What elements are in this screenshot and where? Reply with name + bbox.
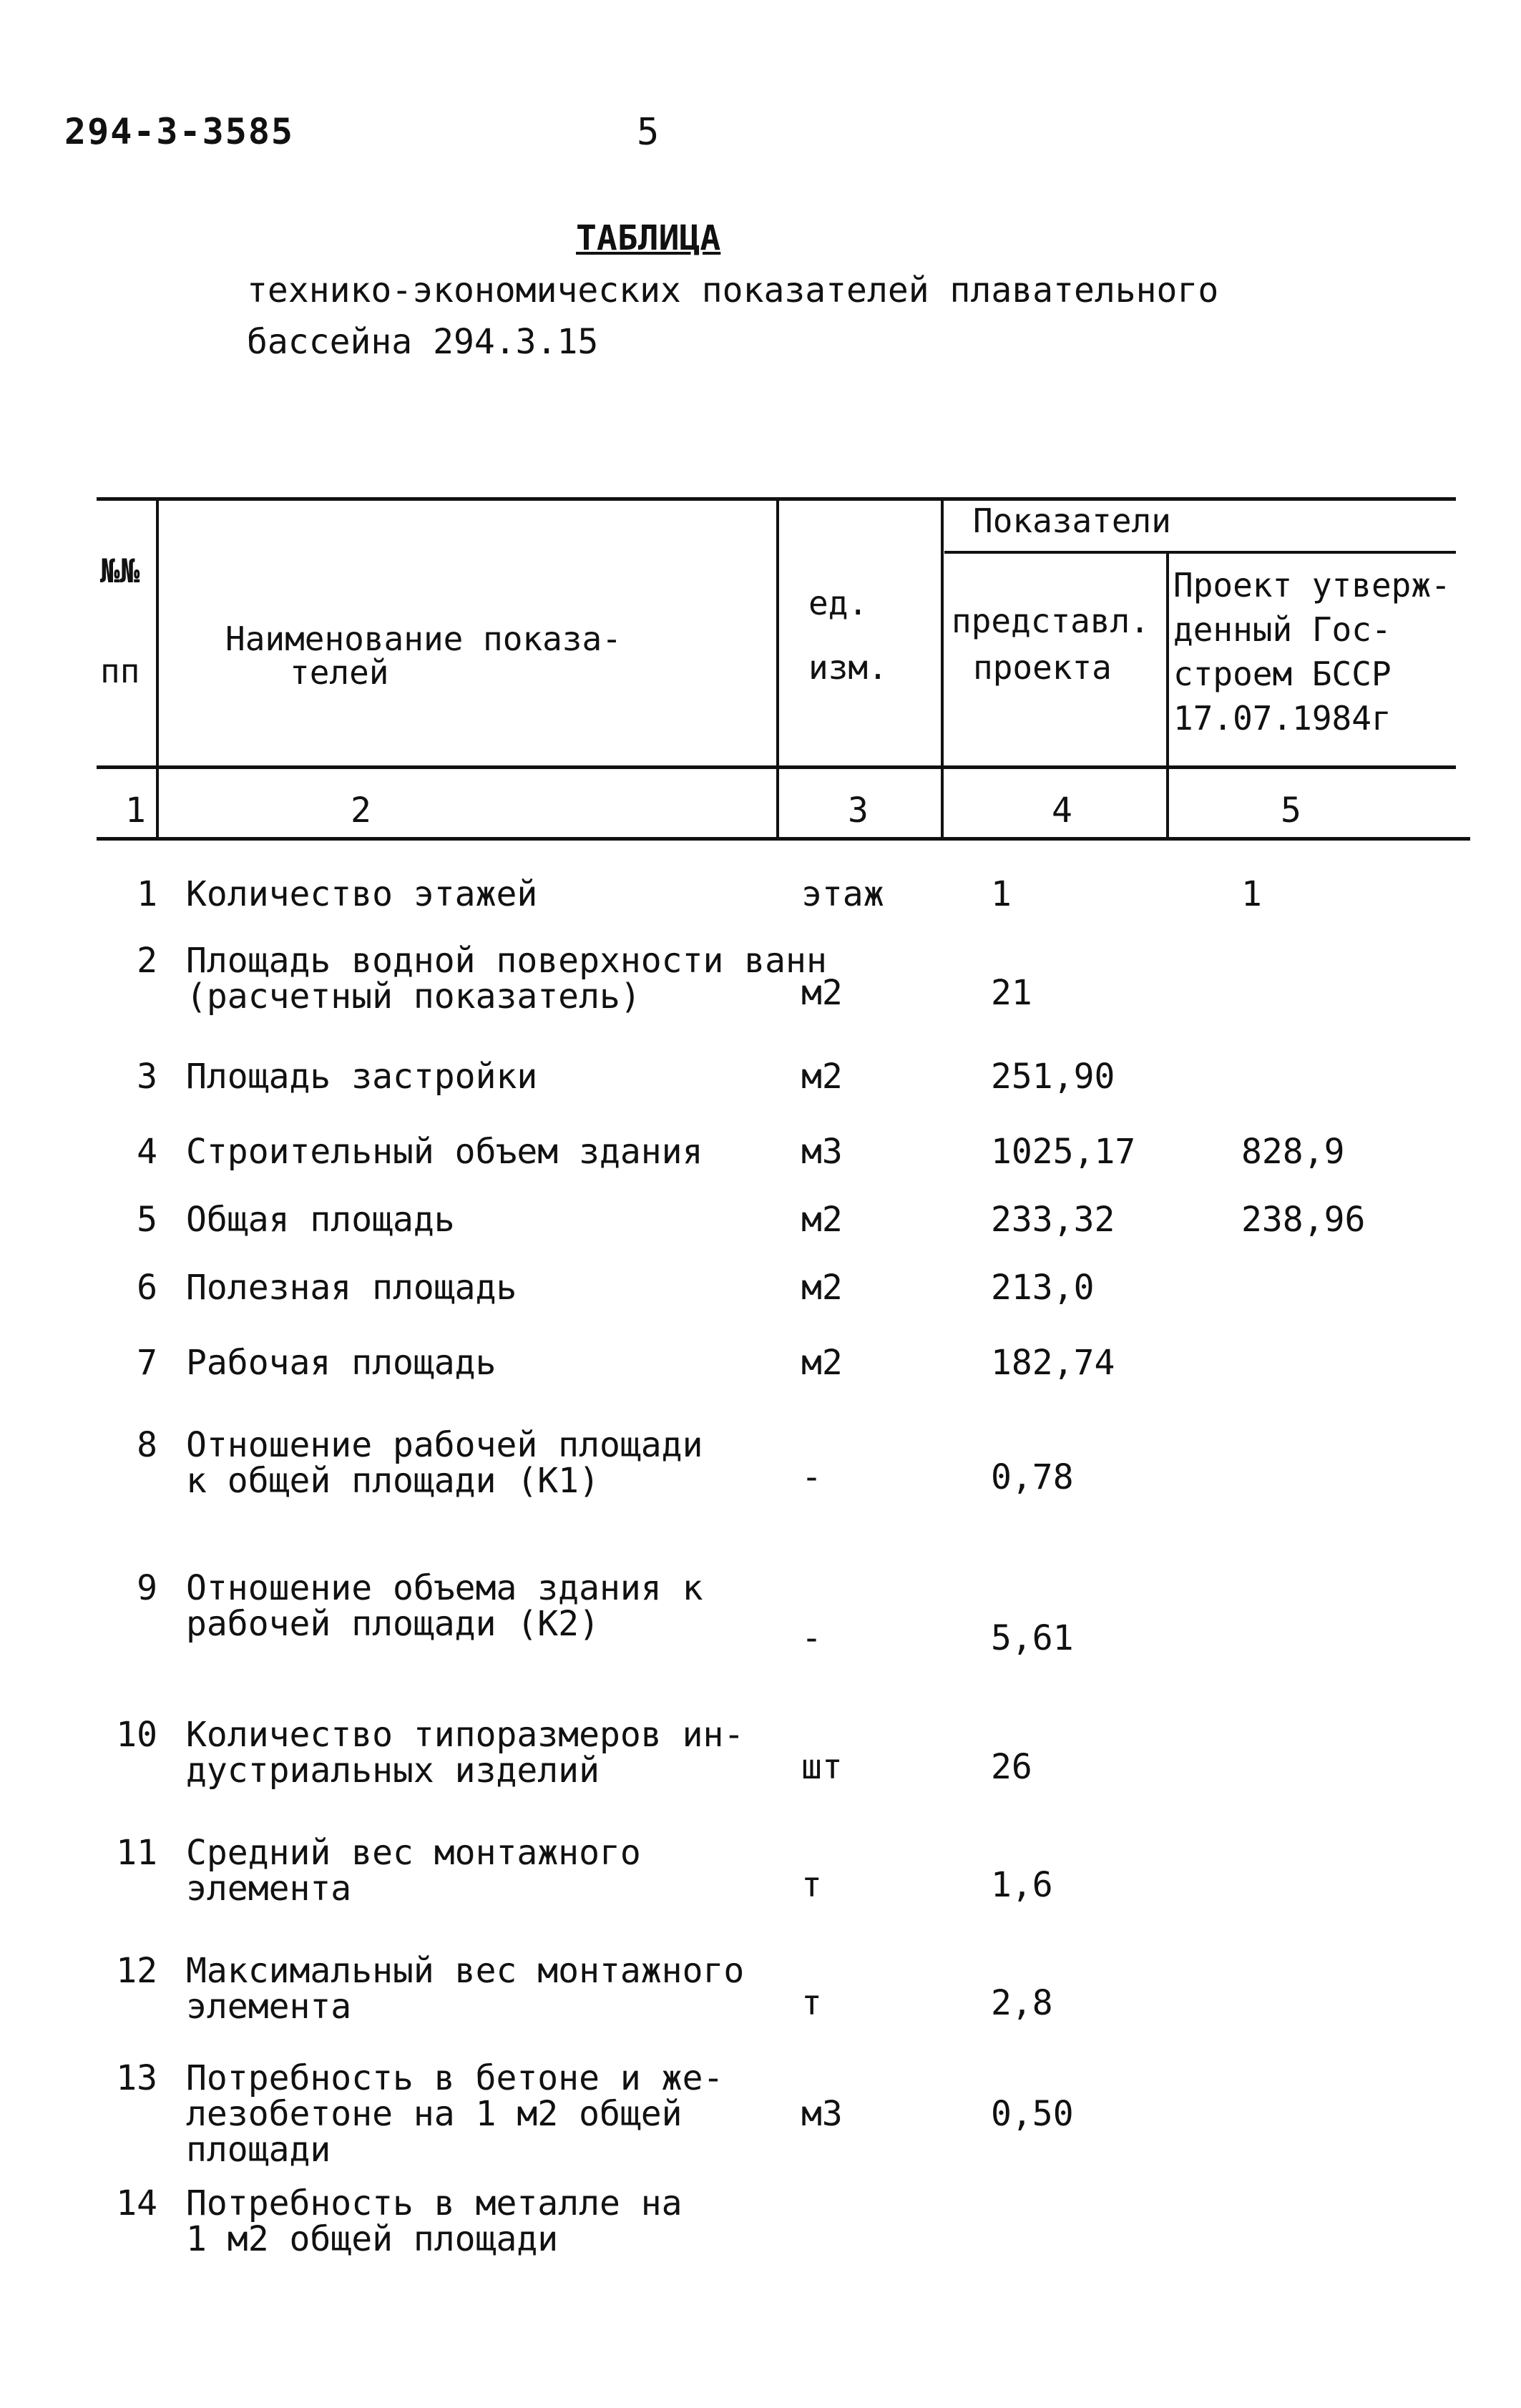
row-number: 13 [116,2058,157,2098]
row-approved-value: 1 [1241,874,1262,914]
column-number-1: 1 [125,791,146,831]
row-unit: - [801,1618,822,1658]
header-indicators-group: Показатели [973,501,1171,540]
row-name-line: Средний вес монтажного [186,1833,641,1873]
row-name-line: (расчетный показатель) [186,977,641,1017]
row-unit: м2 [801,1200,843,1240]
row-number: 10 [116,1715,157,1755]
row-project-value: 1,6 [991,1865,1053,1905]
table-subtitle-line2: бассейна 294.3.15 [247,322,599,362]
row-project-value: 0,50 [991,2094,1074,2134]
row-project-value: 26 [991,1747,1032,1787]
row-name-line: Площадь застройки [186,1057,538,1097]
header-approved-line4: 17.07.1984г [1173,699,1392,738]
col-divider-3 [941,501,944,837]
row-project-value: 5,61 [991,1618,1074,1658]
row-name-line: Отношение рабочей площади [186,1425,703,1465]
row-number: 12 [116,1951,157,1991]
row-number: 2 [137,941,157,981]
row-name-line: Максимальный вес монтажного [186,1951,745,1991]
row-name-line: Рабочая площадь [186,1343,497,1383]
row-unit: м3 [801,2094,843,2134]
row-unit: м2 [801,1268,843,1308]
header-project-line1: представл. [952,602,1150,640]
header-no-line1: №№ [100,552,140,590]
row-name-line: элемента [186,1869,352,1909]
table-title: ТАБЛИЦА [576,218,721,258]
header-approved-line1: Проект утверж- [1173,566,1451,605]
row-approved-value: 238,96 [1241,1200,1366,1240]
row-unit: м2 [801,973,843,1013]
header-unit-line2: изм. [808,648,888,687]
header-no-line2: пп [100,652,140,690]
row-name-line: к общей площади (К1) [186,1461,600,1501]
row-project-value: 2,8 [991,1983,1053,2023]
col-divider-1 [156,501,159,837]
row-name-line: Площадь водной поверхности ванн [186,941,827,981]
row-unit: м3 [801,1132,843,1172]
header-name-line2: телей [290,653,389,692]
row-unit: т [801,1983,822,2023]
row-project-value: 213,0 [991,1268,1095,1308]
row-name-line: площади [186,2130,331,2170]
row-project-value: 233,32 [991,1200,1115,1240]
row-unit: т [801,1865,822,1905]
row-number: 1 [137,874,157,914]
row-number: 5 [137,1200,157,1240]
row-name-line: Полезная площадь [186,1268,517,1308]
header-project-line2: проекта [973,648,1112,687]
row-number: 3 [137,1057,157,1097]
row-number: 8 [137,1425,157,1465]
header-approved-line2: денный Гос- [1173,610,1392,649]
row-name-line: Потребность в металле на [186,2183,683,2223]
row-name-line: Общая площадь [186,1200,455,1240]
row-number: 11 [116,1833,157,1873]
indicators-group-rule [944,551,1456,554]
row-name-line: Строительный объем здания [186,1132,703,1172]
row-approved-value: 828,9 [1241,1132,1345,1172]
row-unit: - [801,1457,822,1497]
header-approved-line3: строем БССР [1173,655,1392,693]
column-numbers-rule [97,837,1470,841]
row-project-value: 1025,17 [991,1132,1136,1172]
row-name-line: лезобетоне на 1 м2 общей [186,2094,683,2134]
col-divider-4 [1166,552,1169,837]
row-unit: шт [801,1747,843,1787]
row-project-value: 182,74 [991,1343,1115,1383]
table-subtitle-line1: технико-экономических показателей плавательного [247,270,1219,310]
row-unit: этаж [801,874,884,914]
document-code: 294-3-3585 [64,111,295,152]
column-number-2: 2 [351,791,371,831]
row-number: 7 [137,1343,157,1383]
row-project-value: 0,78 [991,1457,1074,1497]
row-project-value: 251,90 [991,1057,1115,1097]
row-name-line: 1 м2 общей площади [186,2219,559,2259]
column-number-3: 3 [848,791,869,831]
row-name-line: рабочей площади (К2) [186,1604,600,1644]
row-number: 6 [137,1268,157,1308]
row-name-line: Количество типоразмеров ин- [186,1715,745,1755]
row-name-line: Количество этажей [186,874,538,914]
header-name-line1: Наименование показа- [225,620,622,658]
row-name-line: элемента [186,1987,352,2027]
row-project-value: 1 [991,874,1012,914]
page-number: 5 [637,111,660,154]
header-unit-line1: ед. [808,584,869,622]
row-unit: м2 [801,1057,843,1097]
row-number: 9 [137,1568,157,1608]
row-name-line: дустриальных изделий [186,1751,600,1791]
row-project-value: 21 [991,973,1032,1013]
row-name-line: Отношение объема здания к [186,1568,703,1608]
column-number-5: 5 [1281,791,1301,831]
row-number: 4 [137,1132,157,1172]
row-name-line: Потребность в бетоне и же- [186,2058,724,2098]
row-unit: м2 [801,1343,843,1383]
column-number-4: 4 [1052,791,1072,831]
col-divider-2 [776,501,779,837]
row-number: 14 [116,2183,157,2223]
